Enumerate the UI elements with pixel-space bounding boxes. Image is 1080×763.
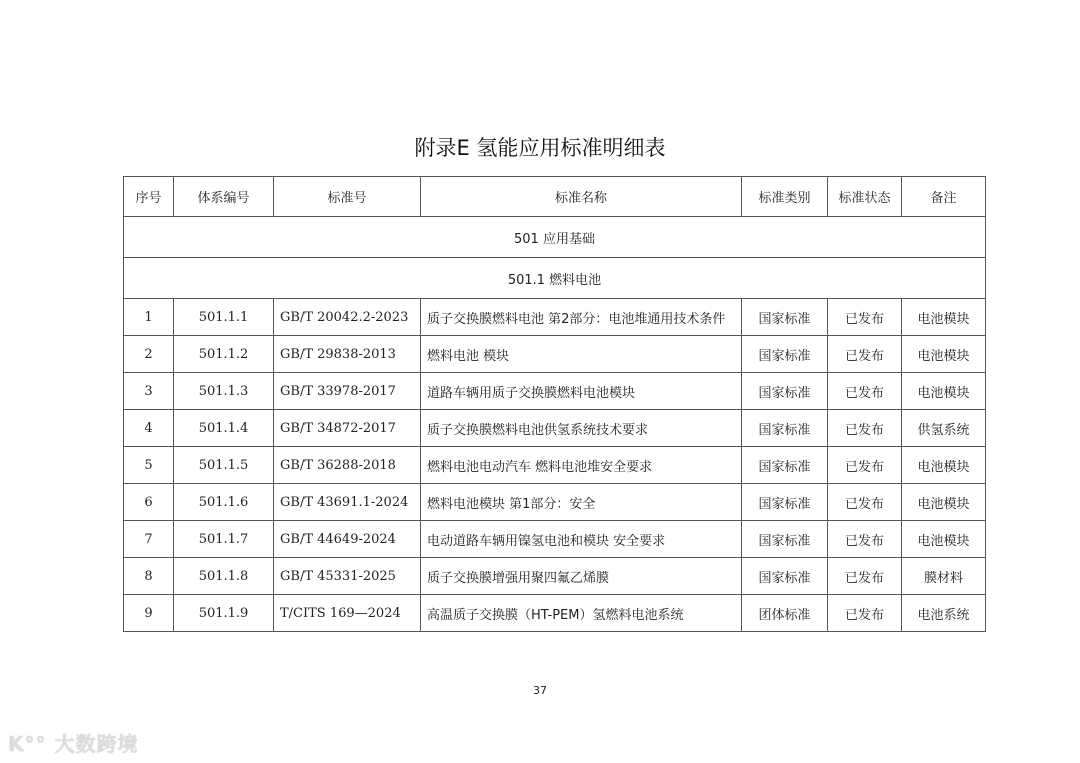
cell-index: 6 (124, 484, 174, 521)
cell-standard-number: GB/T 45331-2025 (274, 558, 421, 595)
cell-index: 8 (124, 558, 174, 595)
cell-status: 已发布 (828, 558, 902, 595)
header-category: 标准类别 (742, 177, 828, 217)
table-row (124, 558, 986, 595)
cell-category: 国家标准 (742, 373, 828, 410)
cell-remarks: 电池模块 (902, 336, 986, 373)
cell-system-code: 501.1.3 (174, 373, 274, 410)
cell-status: 已发布 (828, 410, 902, 447)
cell-category: 国家标准 (742, 484, 828, 521)
cell-remarks: 电池模块 (902, 299, 986, 336)
cell-status: 已发布 (828, 336, 902, 373)
cell-status: 已发布 (828, 595, 902, 632)
cell-remarks: 膜材料 (902, 558, 986, 595)
cell-index: 4 (124, 410, 174, 447)
cell-standard-name: 燃料电池模块 第1部分：安全 (421, 484, 742, 521)
cell-standard-number: GB/T 20042.2-2023 (274, 299, 421, 336)
cell-standard-number: GB/T 44649-2024 (274, 521, 421, 558)
cell-index: 1 (124, 299, 174, 336)
cell-status: 已发布 (828, 484, 902, 521)
table-header-row (124, 177, 986, 217)
table-row (124, 484, 986, 521)
table-row (124, 373, 986, 410)
header-index: 序号 (124, 177, 174, 217)
cell-category: 团体标准 (742, 595, 828, 632)
cell-standard-number: T/CITS 169—2024 (274, 595, 421, 632)
cell-standard-name: 电动道路车辆用镍氢电池和模块 安全要求 (421, 521, 742, 558)
cell-standard-number: GB/T 29838-2013 (274, 336, 421, 373)
header-remarks: 备注 (902, 177, 986, 217)
cell-remarks: 电池系统 (902, 595, 986, 632)
cell-remarks: 电池模块 (902, 521, 986, 558)
cell-category: 国家标准 (742, 299, 828, 336)
cell-system-code: 501.1.4 (174, 410, 274, 447)
cell-system-code: 501.1.6 (174, 484, 274, 521)
table-row (124, 336, 986, 373)
cell-status: 已发布 (828, 299, 902, 336)
cell-standard-name: 质子交换膜增强用聚四氟乙烯膜 (421, 558, 742, 595)
cell-system-code: 501.1.1 (174, 299, 274, 336)
header-status: 标准状态 (828, 177, 902, 217)
section-row (124, 217, 986, 258)
section-label: 501 应用基础 (124, 217, 986, 258)
cell-system-code: 501.1.5 (174, 447, 274, 484)
cell-category: 国家标准 (742, 410, 828, 447)
header-standard-name: 标准名称 (421, 177, 742, 217)
header-system-code: 体系编号 (174, 177, 274, 217)
cell-standard-number: GB/T 33978-2017 (274, 373, 421, 410)
cell-standard-name: 燃料电池电动汽车 燃料电池堆安全要求 (421, 447, 742, 484)
cell-status: 已发布 (828, 373, 902, 410)
cell-standard-name: 高温质子交换膜（HT-PEM）氢燃料电池系统 (421, 595, 742, 632)
cell-remarks: 电池模块 (902, 373, 986, 410)
cell-index: 7 (124, 521, 174, 558)
cell-system-code: 501.1.9 (174, 595, 274, 632)
cell-system-code: 501.1.2 (174, 336, 274, 373)
watermark-logo: K°° 大数跨境 (8, 732, 139, 756)
cell-system-code: 501.1.7 (174, 521, 274, 558)
table-row (124, 521, 986, 558)
cell-index: 2 (124, 336, 174, 373)
standards-table (123, 176, 986, 632)
cell-status: 已发布 (828, 447, 902, 484)
cell-standard-name: 质子交换膜燃料电池供氢系统技术要求 (421, 410, 742, 447)
table-row (124, 299, 986, 336)
subsection-label: 501.1 燃料电池 (124, 258, 986, 299)
table-row (124, 410, 986, 447)
page-title: 附录E 氢能应用标准明细表 (414, 136, 666, 160)
cell-standard-number: GB/T 43691.1-2024 (274, 484, 421, 521)
cell-remarks: 电池模块 (902, 447, 986, 484)
cell-category: 国家标准 (742, 558, 828, 595)
cell-category: 国家标准 (742, 521, 828, 558)
cell-standard-number: GB/T 36288-2018 (274, 447, 421, 484)
cell-standard-name: 质子交换膜燃料电池 第2部分：电池堆通用技术条件 (421, 299, 742, 336)
cell-standard-name: 道路车辆用质子交换膜燃料电池模块 (421, 373, 742, 410)
cell-system-code: 501.1.8 (174, 558, 274, 595)
cell-remarks: 电池模块 (902, 484, 986, 521)
cell-standard-name: 燃料电池 模块 (421, 336, 742, 373)
cell-index: 9 (124, 595, 174, 632)
cell-index: 5 (124, 447, 174, 484)
cell-remarks: 供氢系统 (902, 410, 986, 447)
header-standard-number: 标准号 (274, 177, 421, 217)
cell-status: 已发布 (828, 521, 902, 558)
cell-standard-number: GB/T 34872-2017 (274, 410, 421, 447)
cell-category: 国家标准 (742, 336, 828, 373)
table-row (124, 447, 986, 484)
cell-category: 国家标准 (742, 447, 828, 484)
cell-index: 3 (124, 373, 174, 410)
page-number: 37 (533, 684, 547, 697)
subsection-row (124, 258, 986, 299)
table-row (124, 595, 986, 632)
